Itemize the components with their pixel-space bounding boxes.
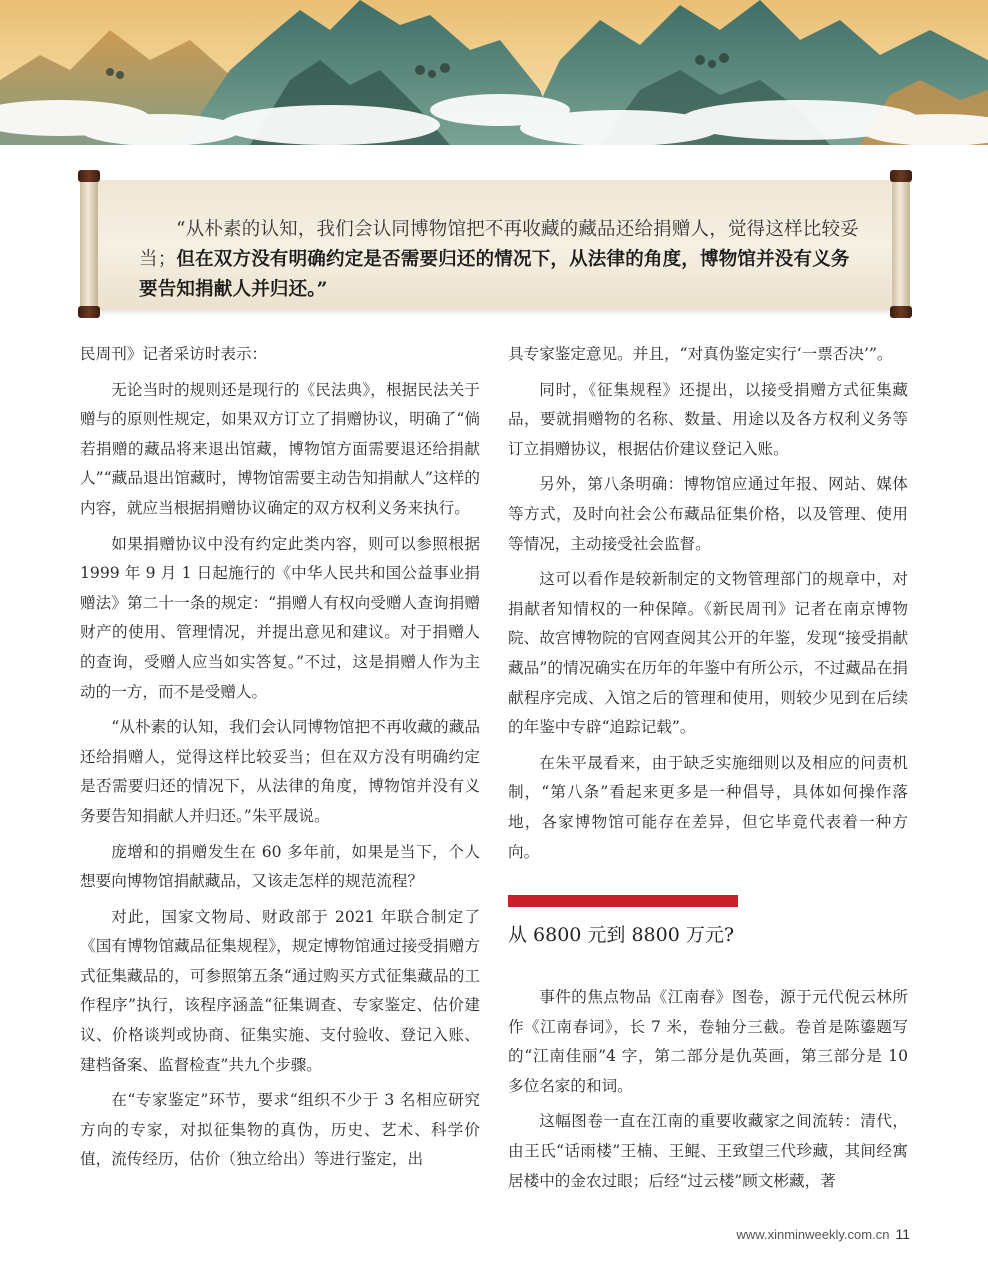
paragraph: 无论当时的规则还是现行的《民法典》，根据民法关于赠与的原则性规定，如果双方订立了捐赠协议，明确了“倘若捐赠的藏品将来退出馆藏，博物馆方面需要退还给捐献人”“藏品退出馆藏时，博物馆需要主动告知捐献人”这样的内容，就应当根据捐赠协议确定的双方权利义务来执行。 — [80, 380, 480, 517]
paragraph: “从朴素的认知，我们会认同博物馆把不再收藏的藏品还给捐赠人，觉得这样比较妥当；但在双方没有明确约定是否需要归还的情况下，从法律的角度，博物馆并没有义务要告知捐献人并归还。”朱平晟说。 — [80, 718, 480, 825]
section-divider-bar — [508, 895, 738, 907]
paragraph: 庞增和的捐赠发生在 60 多年前，如果是当下，个人想要向博物馆捐献藏品，又该走怎样的规范流程？ — [80, 842, 480, 891]
landscape-illustration — [0, 0, 988, 145]
paragraph: 民周刊》记者采访时表示： — [80, 345, 268, 363]
article-column-right — [508, 340, 908, 1202]
paragraph: 在“专家鉴定”环节，要求“组织不少于 3 名相应研究方向的专家，对拟征集物的真伪，历史、艺术、科学价值，流传经历，估价（独立给出）等进行鉴定，出 — [80, 1091, 480, 1169]
pull-quote-text — [139, 215, 859, 305]
paragraph: 事件的焦点物品《江南春》图卷，源于元代倪云林所作《江南春词》，长 7 米，卷轴分三截。卷首是陈鎏题写的“江南佳丽”4 字，第二部分是仇英画，第三部分是 10 多位名家的和词。 — [508, 988, 908, 1095]
scroll-roller-left — [78, 170, 100, 318]
article-column-left — [80, 340, 480, 1181]
page-footer — [737, 1226, 910, 1242]
paragraph: 这幅图卷一直在江南的重要收藏家之间流转：清代，由王氏“话雨楼”王楠、王鲲、王致望三代珍藏，其间经寓居楼中的金农过眼；后经“过云楼”顾文彬藏，著 — [508, 1112, 908, 1190]
paragraph: 在朱平晟看来，由于缺乏实施细则以及相应的问责机制，“第八条”看起来更多是一种倡导，具体如何操作落地，各家博物馆可能存在差异，但它毕竟代表着一种方向。 — [508, 753, 908, 861]
page-number: 11 — [895, 1226, 910, 1242]
pull-quote-bold: 但在双方没有明确约定是否需要归还的情况下，从法律的角度，博物馆并没有义务要告知捐献人并归还。” — [139, 249, 850, 300]
pull-quote-scroll — [74, 170, 916, 318]
paragraph: 具专家鉴定意见。并且，“对真伪鉴定实行‘一票否决’”。 — [508, 345, 893, 363]
paragraph: 这可以看作是较新制定的文物管理部门的规章中，对捐献者知情权的一种保障。《新民周刊》记者在南京博物院、故宫博物院的官网查阅其公开的年鉴，发现“接受捐献藏品”的情况确实在历年的年鉴中有所公示，不过藏品在捐献程序完成、入馆之后的管理和使用，则较少见到在后续的年鉴中专辟“追踪记载”。 — [508, 570, 908, 737]
paragraph: 如果捐赠协议中没有约定此类内容，则可以参照根据 1999 年 9 月 1 日起施行的《中华人民共和国公益事业捐赠法》第二十一条的规定：“捐赠人有权向受赠人查询捐赠财产的使用、管理情况，并提出意见和建议。对于捐赠人的查询，受赠人应当如实答复。”不过，这是捐赠人作为主动的一方，而不是受赠人。 — [80, 534, 480, 701]
section-heading: 从 6800 元到 8800 万元? — [508, 924, 735, 947]
scroll-roller-right — [890, 170, 912, 318]
paragraph: 同时，《征集规程》还提出，以接受捐赠方式征集藏品，要就捐赠物的名称、数量、用途以及各方权利义务等订立捐赠协议，根据估价建议登记入账。 — [508, 380, 908, 458]
paragraph: 对此，国家文物局、财政部于 2021 年联合制定了《国有博物馆藏品征集规程》，规定博物馆通过接受捐赠方式征集藏品的，可参照第五条“通过购买方式征集藏品的工作程序”执行，该程序涵盖“征集调查、专家鉴定、估价建议、价格谈判或协商、征集实施、支付验收、登记入账、建档备案、监督检查”共九个步骤。 — [80, 907, 480, 1074]
paragraph: 另外，第八条明确：博物馆应通过年报、网站、媒体等方式，及时向社会公布藏品征集价格，以及管理、使用等情况，主动接受社会监督。 — [508, 475, 908, 553]
banner-landscape-painting — [0, 0, 988, 145]
pull-quote-lead: “从朴素的认知，我们会认同博物馆把不再收藏的藏品还给捐赠人，觉得这样比较妥当； — [139, 219, 859, 270]
footer-url[interactable]: www.xinminweekly.com.cn — [736, 1227, 890, 1242]
